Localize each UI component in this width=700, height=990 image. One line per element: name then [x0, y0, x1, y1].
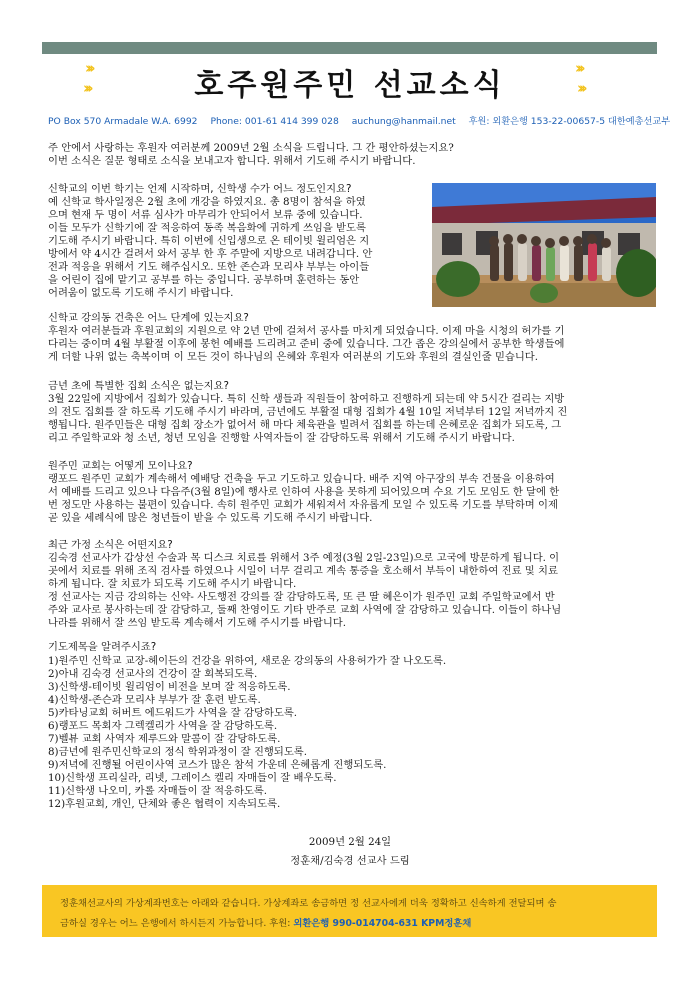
answer-1 — [48, 196, 428, 300]
donation-account: 후원: 외환은행 153-22-00657-5 대한예총선교부 — [468, 116, 671, 127]
prayer-list — [48, 655, 660, 811]
prayer-item: 12)후원교회, 개인, 단체와 좋은 협력이 지속되도록. — [48, 798, 281, 810]
group-photo — [432, 183, 656, 307]
answer-line: 방에서 약 4시간 걸려서 와서 공부 한 후 주말에 지방으로 내려갑니다. 안 — [48, 248, 373, 260]
prayer-item: 7)벨뷰 교회 사역자 제루드와 말콤이 잘 감당하도록. — [48, 733, 281, 745]
answer-line: 곳에서 치료를 위해 조직 검사를 하였으나 시일이 너무 걸리고 계속 통증을 호소해서 부득이 내한하여 진료 및 치료 — [48, 565, 558, 577]
answer-line: 리고 주일학교와 청 소년, 청년 모임을 진행할 사역자들이 잘 감당하도록 위해서 기도해 주시기 바랍니다. — [48, 432, 515, 444]
chevron-decoration-icon: ››› — [83, 79, 90, 97]
question-4: 원주민 교회는 어떻게 모이나요? — [48, 460, 193, 472]
answer-4 — [48, 473, 660, 525]
answer-3 — [48, 393, 660, 445]
intro-line: 주 안에서 사랑하는 후원자 여러분께 2009년 2월 소식을 드립니다. 그 간 평안하셨는지요? — [48, 142, 454, 154]
answer-line: 어려움이 없도록 기도해 주시기 바랍니다. — [48, 287, 234, 299]
answer-line: 전과 적응을 위해서 기도 해주십시오. 또한 존슨과 모리샤 부부는 아이들 — [48, 261, 370, 273]
address: PO Box 570 Armadale W.A. 6992 — [48, 116, 198, 127]
answer-line: 하게 됩니다. 잘 치료가 되도록 기도해 주시기 바랍니다. — [48, 578, 297, 590]
answer-line: 나라를 위해서 잘 쓰임 받도록 계속해서 기도해 주시기를 바랍니다. — [48, 617, 347, 629]
letter-signature: 정훈채/김숙경 선교사 드림 — [290, 855, 410, 867]
question-5: 최근 가정 소식은 어떤지요? — [48, 539, 173, 551]
footer-banner — [42, 885, 657, 937]
prayer-item: 6)랭포드 목회자 그렉켈리가 사역을 잘 감당하도록. — [48, 720, 278, 732]
answer-line: 예 신학교 학사일정은 2월 초에 개강을 하였지요. 총 8명이 참석을 하였 — [48, 196, 366, 208]
answer-line: 이들 모두가 신학기에 잘 적응하여 동족 복음화에 귀하게 쓰임을 받도록 — [48, 222, 366, 234]
answer-line: 게 더할 나위 없는 축복이며 이 모든 것이 하나님의 은혜와 후원자 여러분의 기도와 후원의 결실인줄 믿습니다. — [48, 351, 539, 363]
answer-line: 다리는 중이며 4월 부활절 이후에 봉헌 예배를 드리려고 준비 중에 있습니다. 그간 좁은 강의실에서 공부한 학생들에 — [48, 338, 565, 350]
question-1: 신학교의 이번 학기는 언제 시작하며, 신학생 수가 어느 정도인지요? — [48, 183, 352, 195]
prayer-item: 10)신학생 프리실라, 리넷, 그레이스 켈리 자매들이 잘 배우도록. — [48, 772, 337, 784]
intro-line: 이번 소식은 질문 형태로 소식을 보내고자 합니다. 위해서 기도해 주시기 바랍니다. — [48, 155, 416, 167]
answer-line: 의 전도 집회를 잘 하도록 기도해 주시기 바라며, 금년에도 부활절 대형 집회가 4월 10일 저녁부터 12일 저녁까지 진 — [48, 406, 568, 418]
question-6: 기도제목을 알려주시죠? — [48, 641, 157, 653]
prayer-item: 11)신학생 나오미, 카롤 자매들이 잘 적응하도록. — [48, 785, 268, 797]
answer-line: 김숙경 선교사가 갑상선 수술과 목 디스크 치료를 위해서 3주 예정(3월 2일-23일)으로 고국에 방문하게 됩니다. 이 — [48, 552, 560, 564]
chevron-decoration-icon: ››› — [577, 79, 584, 97]
footer-account: 외환은행 990-014704-631 KPM정훈채 — [293, 918, 472, 929]
email[interactable]: auchung@hanmail.net — [351, 116, 456, 127]
chevron-decoration-icon: ››› — [575, 59, 582, 77]
header-bar — [42, 42, 657, 54]
intro-paragraph — [48, 142, 658, 168]
footer-line-2 — [60, 915, 471, 929]
question-3: 금년 초에 특별한 집회 소식은 없는지요? — [48, 380, 229, 392]
footer-line-2-text: 금하실 경우는 어느 은행에서 하시든지 가능합니다. 후원: — [60, 918, 294, 929]
chevron-decoration-icon: ››› — [85, 59, 92, 77]
answer-line: 곧 있을 세례식에 많은 청년들이 받을 수 있도록 기도해 주시기 바랍니다. — [48, 512, 373, 524]
prayer-item: 2)아내 김숙경 선교사의 건강이 잘 회복되도록. — [48, 668, 258, 680]
prayer-item: 3)신학생-테이빗 윌리엄이 비전을 보며 잘 적응하도록. — [48, 681, 291, 693]
answer-line: 랭포드 원주민 교회가 계속해서 예배당 건축을 두고 기도하고 있습니다. 배주 지역 아구장의 부속 건물을 이용하여 — [48, 473, 555, 485]
answer-line: 서 예배를 드리고 있으나 다음주(3월 8일)에 행사로 인하여 사용을 못하게 되어있으며 수요 기도 모임도 한 달에 한 — [48, 486, 560, 498]
phone: Phone: 001-61 414 399 028 — [210, 116, 339, 127]
answer-2 — [48, 325, 660, 364]
answer-5 — [48, 552, 660, 630]
prayer-item: 5)카타닝교회 허버트 에드워드가 사역을 잘 감당하도록. — [48, 707, 298, 719]
newsletter-title: 호주원주민 선교소식 — [194, 68, 506, 103]
answer-line: 후원자 여러분들과 후원교회의 지원으로 약 2년 만에 걸쳐서 공사를 마치게 되었습니다. 이제 마을 시청의 허가를 기 — [48, 325, 565, 337]
question-2: 신학교 강의동 건축은 어느 단계에 있는지요? — [48, 312, 249, 324]
answer-line: 으며 현재 두 명이 서류 심사가 마무리가 안되어서 보류 중에 있습니다. — [48, 209, 363, 221]
contact-line — [48, 113, 671, 127]
prayer-item: 1)원주민 신학교 교장-헤이든의 건강을 위하여, 새로운 강의동의 사용허가가 잘 나오도록. — [48, 655, 447, 667]
answer-line: 정 선교사는 지금 강의하는 신약- 사도행전 강의를 잘 감당하도록, 또 큰 딸 혜은이가 원주민 교회 주일학교에서 반 — [48, 591, 555, 603]
answer-line: 번 정도만 사용하는 불편이 있습니다. 속히 원주민 교회가 세워져서 자유롭게 모일 수 있도록 기도를 부탁하며 이제 — [48, 499, 558, 511]
answer-line: 주와 교사로 봉사하는데 잘 감당하고, 둘째 찬영이도 기타 반주로 교회 사역에 잘 감당하고 있습니다. 이들이 하나님 — [48, 604, 562, 616]
answer-line: 행됩니다. 원주민들은 대형 집회 장소가 없어서 해 마다 체육관을 빌려서 집회를 하는데 은혜로운 집회가 되도록, 그 — [48, 419, 562, 431]
prayer-item: 4)신학생-존슨과 모리샤 부부가 잘 훈련 받도록. — [48, 694, 261, 706]
letter-date: 2009년 2월 24일 — [308, 836, 392, 848]
prayer-item: 9)저녁에 진행될 어린이사역 코스가 많은 참석 가운데 은혜롭게 진행되도록. — [48, 759, 387, 771]
prayer-item: 8)금년에 원주민신학교의 정식 학위과정이 잘 진행되도록. — [48, 746, 307, 758]
footer-line-1: 정훈채선교사의 가상계좌번호는 아래와 같습니다. 가상계좌로 송금하면 정 선교사에게 더욱 정확하고 신속하게 전달되며 송 — [60, 898, 557, 909]
answer-line: 을 어린이 집에 맡기고 공부를 하는 중입니다. 공부하며 훈련하는 동안 — [48, 274, 360, 286]
answer-line: 3월 22일에 지방에서 집회가 있습니다. 특히 신학 생들과 직원들이 참여하고 진행하게 되는데 약 5시간 걸리는 지방 — [48, 393, 565, 405]
answer-line: 기도해 주시기 바랍니다. 특히 이번에 신입생으로 온 테이빗 윌리엄은 지 — [48, 235, 370, 247]
